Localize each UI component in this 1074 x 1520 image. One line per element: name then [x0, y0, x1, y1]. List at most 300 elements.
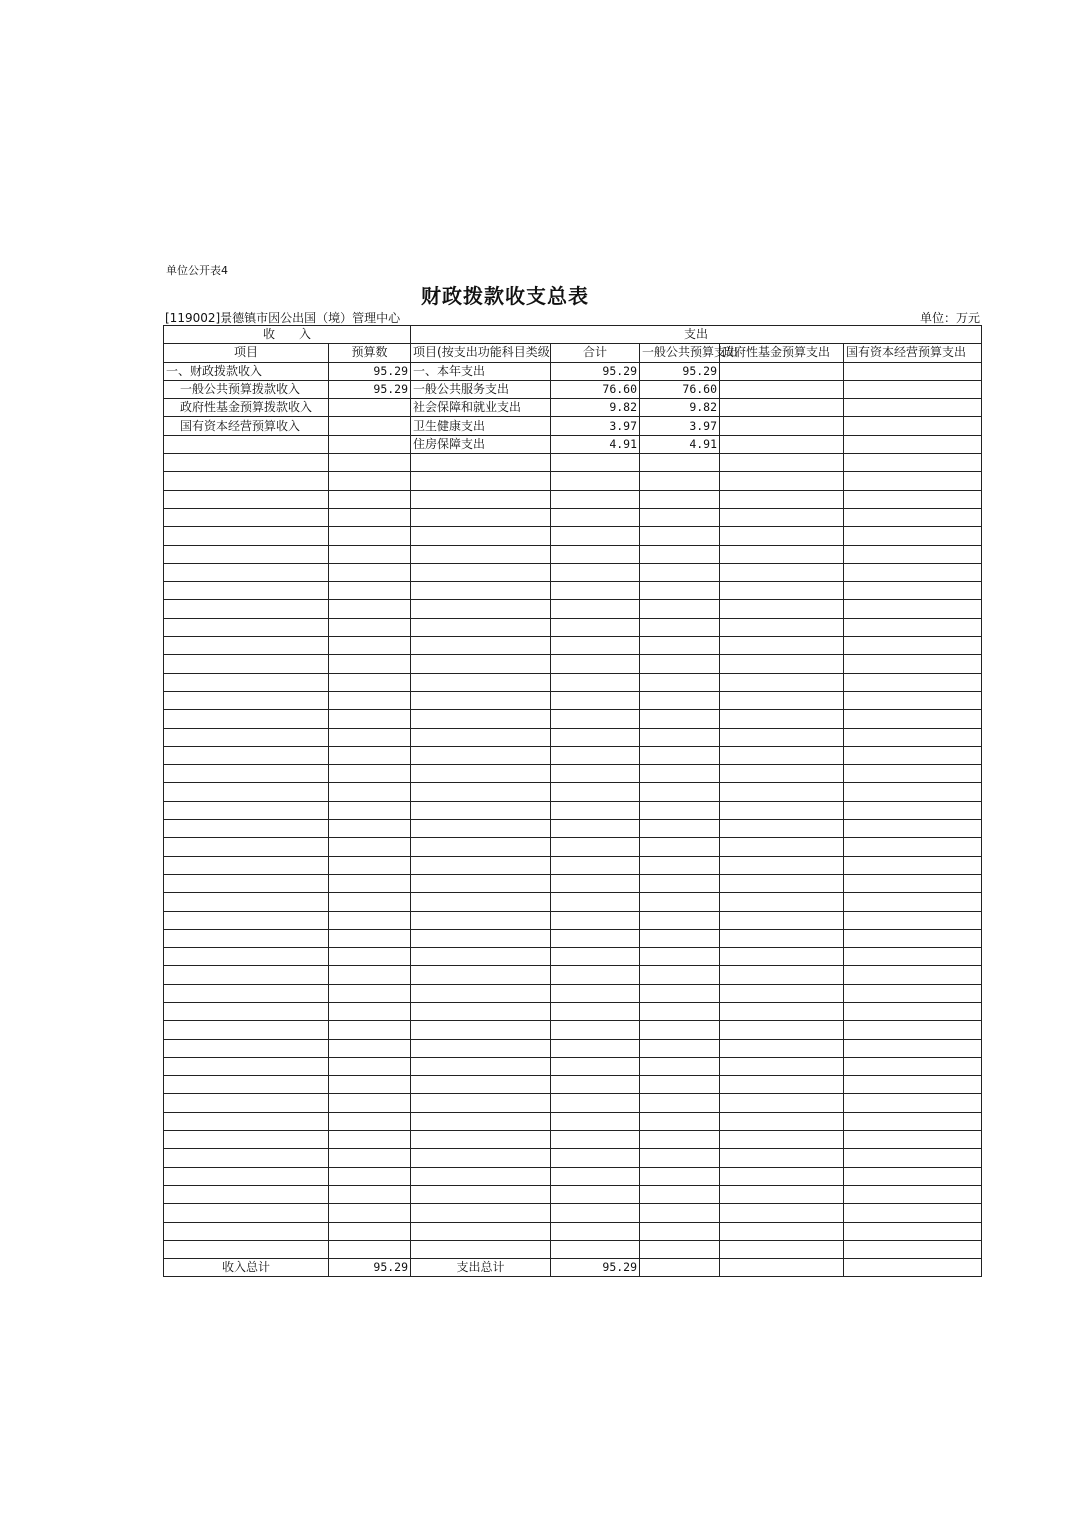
empty-row: [164, 1002, 982, 1020]
empty-cell: [551, 637, 640, 655]
empty-cell: [329, 929, 411, 947]
empty-cell: [720, 1021, 844, 1039]
empty-cell: [640, 655, 720, 673]
expense-item: 一、本年支出: [411, 362, 551, 380]
empty-cell: [551, 765, 640, 783]
empty-cell: [720, 856, 844, 874]
empty-cell: [164, 1094, 329, 1112]
empty-cell: [411, 637, 551, 655]
empty-cell: [844, 710, 982, 728]
empty-cell: [164, 1039, 329, 1057]
empty-row: [164, 691, 982, 709]
empty-cell: [164, 783, 329, 801]
empty-cell: [551, 563, 640, 581]
empty-cell: [164, 545, 329, 563]
empty-row: [164, 618, 982, 636]
empty-cell: [844, 856, 982, 874]
empty-cell: [164, 929, 329, 947]
empty-cell: [640, 948, 720, 966]
empty-cell: [640, 582, 720, 600]
empty-cell: [329, 856, 411, 874]
empty-cell: [411, 691, 551, 709]
empty-cell: [551, 820, 640, 838]
empty-cell: [411, 1039, 551, 1057]
empty-cell: [844, 1094, 982, 1112]
empty-cell: [720, 1185, 844, 1203]
empty-cell: [640, 563, 720, 581]
empty-cell: [329, 618, 411, 636]
empty-cell: [411, 490, 551, 508]
empty-cell: [329, 637, 411, 655]
income-value: 95.29: [329, 380, 411, 398]
empty-cell: [551, 545, 640, 563]
empty-cell: [640, 746, 720, 764]
empty-cell: [640, 1240, 720, 1258]
empty-cell: [640, 783, 720, 801]
expense-general: 3.97: [640, 417, 720, 435]
empty-cell: [164, 746, 329, 764]
empty-cell: [551, 1167, 640, 1185]
empty-row: [164, 984, 982, 1002]
expense-general: 95.29: [640, 362, 720, 380]
empty-cell: [640, 527, 720, 545]
empty-cell: [411, 728, 551, 746]
empty-cell: [844, 929, 982, 947]
empty-cell: [329, 1185, 411, 1203]
empty-cell: [640, 929, 720, 947]
empty-cell: [164, 1076, 329, 1094]
header-row-1: [164, 326, 982, 344]
empty-cell: [640, 1149, 720, 1167]
empty-row: [164, 929, 982, 947]
empty-row: [164, 582, 982, 600]
expense-total: 3.97: [551, 417, 640, 435]
expense-general: 9.82: [640, 399, 720, 417]
empty-cell: [844, 582, 982, 600]
empty-cell: [329, 1222, 411, 1240]
empty-cell: [844, 1039, 982, 1057]
empty-cell: [329, 545, 411, 563]
empty-cell: [844, 600, 982, 618]
expense-total: 76.60: [551, 380, 640, 398]
empty-cell: [411, 600, 551, 618]
expense-fund: [720, 399, 844, 417]
empty-cell: [844, 1167, 982, 1185]
empty-cell: [329, 1002, 411, 1020]
expense-state-capital: [844, 380, 982, 398]
empty-row: [164, 545, 982, 563]
empty-cell: [411, 673, 551, 691]
empty-cell: [551, 1057, 640, 1075]
empty-cell: [164, 563, 329, 581]
empty-cell: [640, 673, 720, 691]
empty-cell: [329, 874, 411, 892]
empty-cell: [411, 1149, 551, 1167]
empty-cell: [551, 655, 640, 673]
empty-cell: [164, 1167, 329, 1185]
empty-cell: [411, 838, 551, 856]
expense-fund: [720, 417, 844, 435]
empty-cell: [329, 765, 411, 783]
empty-cell: [551, 1039, 640, 1057]
income-item: 政府性基金预算拨款收入: [164, 399, 329, 417]
empty-cell: [329, 911, 411, 929]
empty-cell: [720, 1149, 844, 1167]
empty-cell: [640, 1167, 720, 1185]
empty-row: [164, 820, 982, 838]
empty-cell: [844, 1131, 982, 1149]
empty-cell: [164, 838, 329, 856]
empty-cell: [720, 801, 844, 819]
empty-row: [164, 948, 982, 966]
table-row: [164, 417, 982, 435]
empty-cell: [329, 673, 411, 691]
empty-cell: [164, 1057, 329, 1075]
empty-cell: [329, 1021, 411, 1039]
empty-cell: [640, 838, 720, 856]
empty-cell: [844, 783, 982, 801]
empty-cell: [164, 618, 329, 636]
expense-fund: [720, 380, 844, 398]
organization-name: [119002]景德镇市因公出国（境）管理中心: [165, 311, 401, 325]
empty-cell: [720, 490, 844, 508]
empty-cell: [640, 801, 720, 819]
empty-cell: [551, 984, 640, 1002]
table-row: [164, 380, 982, 398]
expense-state-capital: [844, 362, 982, 380]
expense-state-capital: [844, 399, 982, 417]
empty-cell: [164, 856, 329, 874]
unit-label: 单位：万元: [919, 311, 980, 325]
empty-cell: [329, 948, 411, 966]
totals-general: [640, 1259, 720, 1277]
empty-row: [164, 838, 982, 856]
empty-cell: [640, 728, 720, 746]
expense-total: 95.29: [551, 362, 640, 380]
empty-cell: [640, 1112, 720, 1130]
empty-cell: [411, 1240, 551, 1258]
empty-cell: [411, 1057, 551, 1075]
empty-cell: [411, 545, 551, 563]
empty-cell: [640, 1039, 720, 1057]
empty-cell: [164, 1112, 329, 1130]
expense-state-capital: [844, 435, 982, 453]
empty-cell: [164, 765, 329, 783]
empty-cell: [329, 655, 411, 673]
empty-row: [164, 1240, 982, 1258]
empty-cell: [551, 728, 640, 746]
empty-cell: [720, 728, 844, 746]
expense-total-value: 95.29: [551, 1259, 640, 1277]
empty-cell: [551, 1185, 640, 1203]
empty-cell: [164, 911, 329, 929]
empty-row: [164, 710, 982, 728]
empty-cell: [411, 710, 551, 728]
expense-general: 4.91: [640, 435, 720, 453]
col-header-fund: 政府性基金预算支出: [720, 344, 844, 362]
empty-cell: [411, 472, 551, 490]
empty-cell: [640, 893, 720, 911]
income-value: [329, 435, 411, 453]
empty-cell: [551, 1240, 640, 1258]
empty-cell: [844, 820, 982, 838]
empty-cell: [164, 1021, 329, 1039]
empty-cell: [640, 691, 720, 709]
empty-cell: [329, 1204, 411, 1222]
empty-cell: [411, 948, 551, 966]
empty-row: [164, 1076, 982, 1094]
empty-cell: [551, 673, 640, 691]
totals-fund: [720, 1259, 844, 1277]
empty-cell: [720, 1076, 844, 1094]
empty-cell: [329, 1240, 411, 1258]
empty-cell: [844, 1149, 982, 1167]
empty-cell: [640, 545, 720, 563]
empty-row: [164, 1204, 982, 1222]
empty-cell: [551, 618, 640, 636]
empty-cell: [551, 783, 640, 801]
empty-cell: [844, 911, 982, 929]
empty-cell: [640, 820, 720, 838]
empty-row: [164, 454, 982, 472]
empty-cell: [411, 1076, 551, 1094]
budget-table: [163, 325, 982, 1277]
empty-cell: [329, 472, 411, 490]
empty-cell: [720, 563, 844, 581]
empty-cell: [720, 1039, 844, 1057]
empty-cell: [640, 765, 720, 783]
col-header-state-capital: 国有资本经营预算支出: [844, 344, 982, 362]
empty-cell: [551, 710, 640, 728]
empty-cell: [640, 1021, 720, 1039]
expense-state-capital: [844, 417, 982, 435]
income-value: [329, 417, 411, 435]
empty-row: [164, 765, 982, 783]
empty-cell: [640, 1185, 720, 1203]
empty-cell: [329, 820, 411, 838]
income-item: 一般公共预算拨款收入: [164, 380, 329, 398]
empty-cell: [720, 527, 844, 545]
income-item: 国有资本经营预算收入: [164, 417, 329, 435]
table-row: [164, 362, 982, 380]
empty-cell: [164, 984, 329, 1002]
empty-cell: [164, 673, 329, 691]
empty-cell: [551, 600, 640, 618]
empty-cell: [164, 728, 329, 746]
empty-cell: [844, 1185, 982, 1203]
empty-row: [164, 911, 982, 929]
empty-cell: [640, 984, 720, 1002]
empty-cell: [720, 929, 844, 947]
empty-cell: [329, 728, 411, 746]
empty-cell: [551, 1149, 640, 1167]
empty-cell: [329, 1094, 411, 1112]
empty-cell: [844, 893, 982, 911]
empty-cell: [551, 1131, 640, 1149]
empty-cell: [164, 454, 329, 472]
expense-item: 住房保障支出: [411, 435, 551, 453]
empty-cell: [411, 984, 551, 1002]
empty-cell: [720, 838, 844, 856]
empty-cell: [844, 655, 982, 673]
empty-cell: [720, 874, 844, 892]
expense-item: 社会保障和就业支出: [411, 399, 551, 417]
empty-row: [164, 1185, 982, 1203]
empty-cell: [551, 1204, 640, 1222]
expense-item: 一般公共服务支出: [411, 380, 551, 398]
empty-cell: [640, 1057, 720, 1075]
empty-cell: [164, 1240, 329, 1258]
col-header-total: 合计: [551, 344, 640, 362]
empty-cell: [411, 618, 551, 636]
empty-cell: [164, 600, 329, 618]
empty-cell: [329, 966, 411, 984]
empty-row: [164, 1222, 982, 1240]
empty-cell: [329, 454, 411, 472]
income-header: 收 入: [164, 326, 411, 344]
empty-row: [164, 856, 982, 874]
empty-cell: [844, 1204, 982, 1222]
empty-cell: [329, 1149, 411, 1167]
empty-cell: [329, 582, 411, 600]
empty-cell: [844, 801, 982, 819]
empty-cell: [720, 948, 844, 966]
empty-cell: [411, 765, 551, 783]
empty-cell: [844, 454, 982, 472]
empty-row: [164, 1021, 982, 1039]
empty-cell: [164, 1204, 329, 1222]
empty-cell: [551, 838, 640, 856]
empty-cell: [720, 783, 844, 801]
empty-cell: [164, 691, 329, 709]
empty-cell: [640, 1222, 720, 1240]
empty-cell: [640, 874, 720, 892]
empty-cell: [844, 472, 982, 490]
empty-cell: [411, 874, 551, 892]
empty-cell: [411, 454, 551, 472]
empty-cell: [551, 1002, 640, 1020]
empty-cell: [844, 637, 982, 655]
empty-cell: [164, 1002, 329, 1020]
empty-row: [164, 472, 982, 490]
empty-cell: [551, 1094, 640, 1112]
empty-cell: [411, 1094, 551, 1112]
empty-row: [164, 893, 982, 911]
page-title: 财政拨款收支总表: [421, 284, 589, 308]
header-row-2: [164, 344, 982, 362]
empty-cell: [329, 893, 411, 911]
empty-cell: [640, 508, 720, 526]
empty-row: [164, 490, 982, 508]
empty-cell: [640, 1002, 720, 1020]
empty-cell: [164, 893, 329, 911]
empty-cell: [844, 1002, 982, 1020]
table-row: [164, 399, 982, 417]
empty-cell: [640, 1131, 720, 1149]
empty-cell: [720, 454, 844, 472]
empty-cell: [720, 984, 844, 1002]
empty-cell: [411, 783, 551, 801]
empty-cell: [551, 527, 640, 545]
expense-fund: [720, 435, 844, 453]
empty-row: [164, 1167, 982, 1185]
empty-cell: [720, 508, 844, 526]
empty-cell: [640, 710, 720, 728]
empty-cell: [844, 966, 982, 984]
empty-cell: [329, 783, 411, 801]
empty-row: [164, 673, 982, 691]
empty-cell: [720, 655, 844, 673]
empty-cell: [551, 966, 640, 984]
empty-cell: [720, 691, 844, 709]
empty-row: [164, 1057, 982, 1075]
empty-row: [164, 637, 982, 655]
empty-row: [164, 746, 982, 764]
empty-cell: [844, 874, 982, 892]
empty-cell: [551, 801, 640, 819]
empty-cell: [551, 490, 640, 508]
empty-cell: [164, 1131, 329, 1149]
empty-cell: [720, 746, 844, 764]
empty-cell: [720, 637, 844, 655]
empty-cell: [844, 545, 982, 563]
empty-cell: [411, 1131, 551, 1149]
empty-cell: [720, 582, 844, 600]
empty-cell: [329, 1131, 411, 1149]
empty-cell: [551, 454, 640, 472]
empty-cell: [720, 893, 844, 911]
empty-cell: [164, 820, 329, 838]
empty-cell: [720, 911, 844, 929]
empty-cell: [640, 911, 720, 929]
empty-cell: [844, 490, 982, 508]
empty-row: [164, 1094, 982, 1112]
empty-cell: [720, 1240, 844, 1258]
expense-total-label: 支出总计: [411, 1259, 551, 1277]
empty-row: [164, 966, 982, 984]
empty-cell: [551, 746, 640, 764]
income-value: [329, 399, 411, 417]
empty-cell: [844, 527, 982, 545]
income-item: [164, 435, 329, 453]
empty-row: [164, 728, 982, 746]
empty-cell: [164, 637, 329, 655]
empty-cell: [164, 655, 329, 673]
empty-row: [164, 655, 982, 673]
empty-row: [164, 508, 982, 526]
empty-cell: [844, 838, 982, 856]
empty-row: [164, 1131, 982, 1149]
empty-cell: [329, 984, 411, 1002]
empty-row: [164, 563, 982, 581]
empty-cell: [164, 1185, 329, 1203]
expense-header: 支出: [411, 326, 982, 344]
empty-cell: [329, 1057, 411, 1075]
col-header-general: 一般公共预算支出: [640, 344, 720, 362]
empty-cell: [720, 1167, 844, 1185]
empty-cell: [551, 1112, 640, 1130]
empty-cell: [640, 490, 720, 508]
empty-cell: [720, 673, 844, 691]
empty-cell: [720, 600, 844, 618]
expense-fund: [720, 362, 844, 380]
empty-cell: [411, 856, 551, 874]
col-header-expense-item: 项目(按支出功能科目类级: [411, 344, 551, 362]
expense-item: 卫生健康支出: [411, 417, 551, 435]
empty-cell: [411, 1185, 551, 1203]
empty-cell: [720, 820, 844, 838]
empty-row: [164, 600, 982, 618]
